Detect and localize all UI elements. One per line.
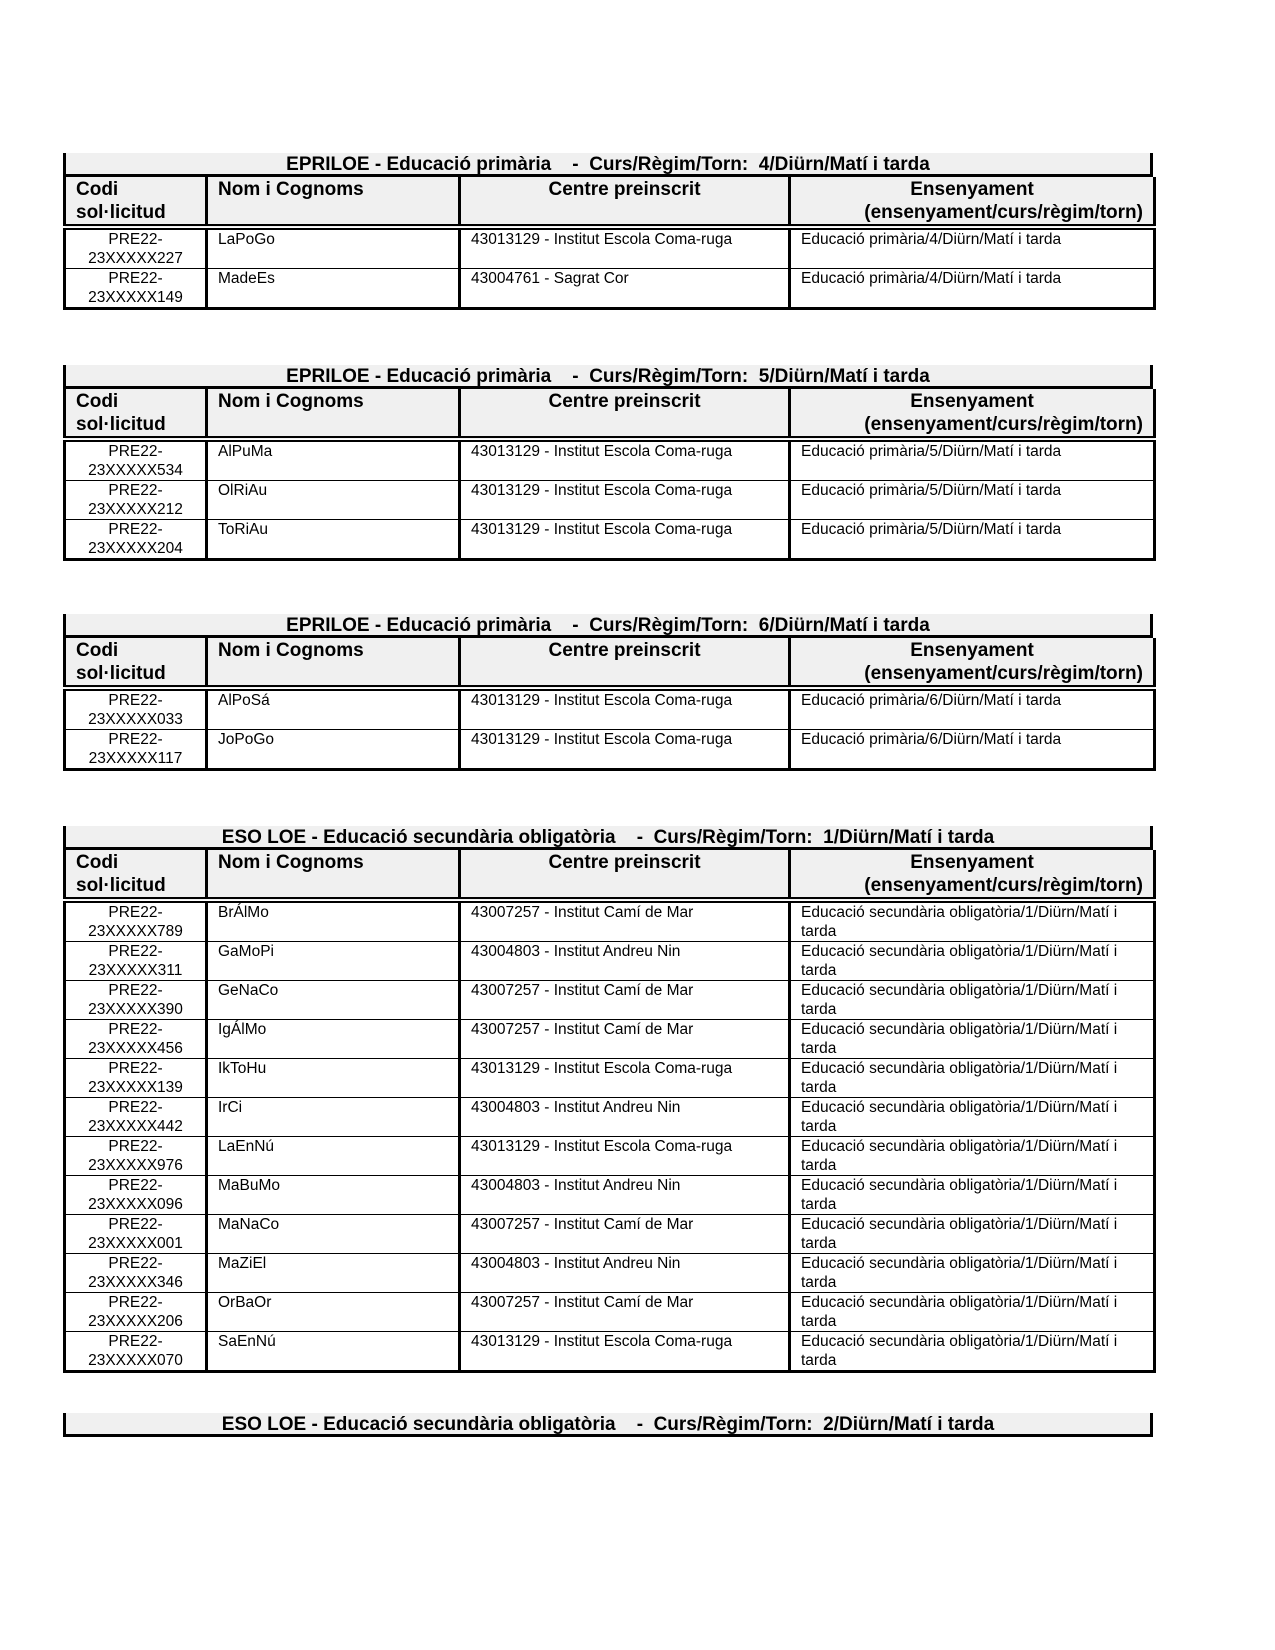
cell-name: GeNaCo — [207, 981, 460, 1020]
cell-centre: 43007257 - Institut Camí de Mar — [460, 1293, 790, 1332]
cell-name: GaMoPi — [207, 942, 460, 981]
cell-centre: 43007257 - Institut Camí de Mar — [460, 981, 790, 1020]
cell-code: PRE22-23XXXXX976 — [65, 1137, 207, 1176]
cell-ensenyament: Educació primària/5/Diürn/Matí i tarda — [790, 520, 1155, 560]
cell-centre: 43013129 - Institut Escola Coma-ruga — [460, 1332, 790, 1372]
table-row — [65, 1176, 1155, 1215]
header-name: Nom i Cognoms — [207, 638, 460, 688]
cell-centre: 43004803 - Institut Andreu Nin — [460, 942, 790, 981]
cell-name: ToRiAu — [207, 520, 460, 560]
cell-name: OrBaOr — [207, 1293, 460, 1332]
cell-code: PRE22-23XXXXX139 — [65, 1059, 207, 1098]
cell-name: OlRiAu — [207, 481, 460, 520]
header-row — [65, 389, 1155, 439]
header-centre: Centre preinscrit — [460, 177, 790, 227]
cell-name: SaEnNú — [207, 1332, 460, 1372]
cell-code: PRE22-23XXXXX001 — [65, 1215, 207, 1254]
cell-ensenyament: Educació secundària obligatòria/1/Diürn/Matí i tarda — [790, 981, 1155, 1020]
header-code: Codi sol·licitud — [65, 850, 207, 900]
enrollment-section — [63, 826, 1153, 1373]
cell-code: PRE22-23XXXXX117 — [65, 730, 207, 770]
cell-ensenyament: Educació primària/4/Diürn/Matí i tarda — [790, 227, 1155, 269]
cell-code: PRE22-23XXXXX456 — [65, 1020, 207, 1059]
cell-code: PRE22-23XXXXX212 — [65, 481, 207, 520]
section-title: ESO LOE - Educació secundària obligatòria - Curs/Règim/Torn: 1/Diürn/Matí i tarda — [63, 826, 1153, 850]
header-name: Nom i Cognoms — [207, 389, 460, 439]
cell-ensenyament: Educació secundària obligatòria/1/Diürn/Matí i tarda — [790, 1020, 1155, 1059]
cell-centre: 43007257 - Institut Camí de Mar — [460, 900, 790, 942]
section-title: EPRILOE - Educació primària - Curs/Règim/Torn: 5/Diürn/Matí i tarda — [63, 365, 1153, 389]
cell-name: MaNaCo — [207, 1215, 460, 1254]
table-row — [65, 520, 1155, 560]
cell-name: MadeEs — [207, 269, 460, 309]
header-ensenyament-line1: Ensenyament — [910, 179, 1034, 200]
cell-ensenyament: Educació secundària obligatòria/1/Diürn/Matí i tarda — [790, 1098, 1155, 1137]
cell-code: PRE22-23XXXXX311 — [65, 942, 207, 981]
table-row — [65, 1098, 1155, 1137]
cell-ensenyament: Educació secundària obligatòria/1/Diürn/Matí i tarda — [790, 1332, 1155, 1372]
cell-code: PRE22-23XXXXX227 — [65, 227, 207, 269]
table-row — [65, 1020, 1155, 1059]
cell-centre: 43004803 - Institut Andreu Nin — [460, 1098, 790, 1137]
table-row — [65, 1254, 1155, 1293]
header-row — [65, 638, 1155, 688]
cell-centre: 43013129 - Institut Escola Coma-ruga — [460, 1137, 790, 1176]
cell-centre: 43013129 - Institut Escola Coma-ruga — [460, 688, 790, 730]
enrollment-section — [63, 153, 1153, 310]
table-row — [65, 688, 1155, 730]
cell-centre: 43004761 - Sagrat Cor — [460, 269, 790, 309]
cell-ensenyament: Educació secundària obligatòria/1/Diürn/Matí i tarda — [790, 1059, 1155, 1098]
cell-centre: 43013129 - Institut Escola Coma-ruga — [460, 1059, 790, 1098]
header-ensenyament — [790, 850, 1155, 900]
section-title: EPRILOE - Educació primària - Curs/Règim/Torn: 6/Diürn/Matí i tarda — [63, 614, 1153, 638]
cell-centre: 43004803 - Institut Andreu Nin — [460, 1254, 790, 1293]
section-title: ESO LOE - Educació secundària obligatòria - Curs/Règim/Torn: 2/Diürn/Matí i tarda — [63, 1413, 1153, 1437]
table-row — [65, 269, 1155, 309]
cell-ensenyament: Educació secundària obligatòria/1/Diürn/Matí i tarda — [790, 900, 1155, 942]
cell-ensenyament: Educació primària/6/Diürn/Matí i tarda — [790, 730, 1155, 770]
cell-code: PRE22-23XXXXX204 — [65, 520, 207, 560]
cell-code: PRE22-23XXXXX390 — [65, 981, 207, 1020]
table-row — [65, 1215, 1155, 1254]
cell-code: PRE22-23XXXXX442 — [65, 1098, 207, 1137]
enrollment-section — [63, 365, 1153, 561]
header-code: Codi sol·licitud — [65, 638, 207, 688]
header-ensenyament-line1: Ensenyament — [910, 852, 1034, 873]
cell-ensenyament: Educació primària/4/Diürn/Matí i tarda — [790, 269, 1155, 309]
header-row — [65, 177, 1155, 227]
enrollment-table — [63, 389, 1156, 561]
header-ensenyament — [790, 177, 1155, 227]
header-name: Nom i Cognoms — [207, 177, 460, 227]
enrollment-table — [63, 177, 1156, 310]
cell-name: BrÁlMo — [207, 900, 460, 942]
header-centre: Centre preinscrit — [460, 850, 790, 900]
table-row — [65, 1059, 1155, 1098]
enrollment-table — [63, 638, 1156, 771]
enrollment-section — [63, 614, 1153, 771]
table-row — [65, 481, 1155, 520]
cell-code: PRE22-23XXXXX789 — [65, 900, 207, 942]
cell-name: LaEnNú — [207, 1137, 460, 1176]
table-row — [65, 981, 1155, 1020]
cell-ensenyament: Educació secundària obligatòria/1/Diürn/Matí i tarda — [790, 1176, 1155, 1215]
cell-centre: 43007257 - Institut Camí de Mar — [460, 1215, 790, 1254]
table-row — [65, 1293, 1155, 1332]
header-code: Codi sol·licitud — [65, 389, 207, 439]
header-ensenyament — [790, 638, 1155, 688]
header-ensenyament-line1: Ensenyament — [910, 640, 1034, 661]
table-row — [65, 1137, 1155, 1176]
cell-name: MaBuMo — [207, 1176, 460, 1215]
cell-code: PRE22-23XXXXX346 — [65, 1254, 207, 1293]
table-row — [65, 227, 1155, 269]
cell-name: IkToHu — [207, 1059, 460, 1098]
header-row — [65, 850, 1155, 900]
header-ensenyament-line2: (ensenyament/curs/règim/torn) — [864, 202, 1143, 223]
header-code: Codi sol·licitud — [65, 177, 207, 227]
header-centre: Centre preinscrit — [460, 638, 790, 688]
header-ensenyament — [790, 389, 1155, 439]
cell-ensenyament: Educació secundària obligatòria/1/Diürn/Matí i tarda — [790, 1215, 1155, 1254]
cell-ensenyament: Educació primària/6/Diürn/Matí i tarda — [790, 688, 1155, 730]
cell-name: LaPoGo — [207, 227, 460, 269]
cell-centre: 43013129 - Institut Escola Coma-ruga — [460, 481, 790, 520]
cell-centre: 43004803 - Institut Andreu Nin — [460, 1176, 790, 1215]
header-ensenyament-line1: Ensenyament — [910, 391, 1034, 412]
cell-ensenyament: Educació primària/5/Diürn/Matí i tarda — [790, 439, 1155, 481]
table-row — [65, 730, 1155, 770]
cell-ensenyament: Educació secundària obligatòria/1/Diürn/Matí i tarda — [790, 1293, 1155, 1332]
cell-name: JoPoGo — [207, 730, 460, 770]
cell-code: PRE22-23XXXXX206 — [65, 1293, 207, 1332]
table-row — [65, 900, 1155, 942]
cell-ensenyament: Educació primària/5/Diürn/Matí i tarda — [790, 481, 1155, 520]
cell-code: PRE22-23XXXXX149 — [65, 269, 207, 309]
cell-centre: 43013129 - Institut Escola Coma-ruga — [460, 520, 790, 560]
header-ensenyament-line2: (ensenyament/curs/règim/torn) — [864, 875, 1143, 896]
table-row — [65, 439, 1155, 481]
header-ensenyament-line2: (ensenyament/curs/règim/torn) — [864, 663, 1143, 684]
cell-centre: 43013129 - Institut Escola Coma-ruga — [460, 439, 790, 481]
cell-code: PRE22-23XXXXX534 — [65, 439, 207, 481]
cell-code: PRE22-23XXXXX096 — [65, 1176, 207, 1215]
cell-name: IgÁlMo — [207, 1020, 460, 1059]
enrollment-table — [63, 850, 1156, 1373]
cell-ensenyament: Educació secundària obligatòria/1/Diürn/Matí i tarda — [790, 942, 1155, 981]
cell-name: MaZiEl — [207, 1254, 460, 1293]
cell-centre: 43013129 - Institut Escola Coma-ruga — [460, 227, 790, 269]
section-title: EPRILOE - Educació primària - Curs/Règim/Torn: 4/Diürn/Matí i tarda — [63, 153, 1153, 177]
cell-name: IrCi — [207, 1098, 460, 1137]
header-centre: Centre preinscrit — [460, 389, 790, 439]
table-row — [65, 942, 1155, 981]
cell-ensenyament: Educació secundària obligatòria/1/Diürn/Matí i tarda — [790, 1254, 1155, 1293]
table-row — [65, 1332, 1155, 1372]
cell-centre: 43013129 - Institut Escola Coma-ruga — [460, 730, 790, 770]
cell-centre: 43007257 - Institut Camí de Mar — [460, 1020, 790, 1059]
cell-code: PRE22-23XXXXX033 — [65, 688, 207, 730]
cell-name: AlPoSá — [207, 688, 460, 730]
header-ensenyament-line2: (ensenyament/curs/règim/torn) — [864, 414, 1143, 435]
cell-name: AlPuMa — [207, 439, 460, 481]
enrollment-section — [63, 1413, 1153, 1437]
header-name: Nom i Cognoms — [207, 850, 460, 900]
cell-code: PRE22-23XXXXX070 — [65, 1332, 207, 1372]
cell-ensenyament: Educació secundària obligatòria/1/Diürn/Matí i tarda — [790, 1137, 1155, 1176]
